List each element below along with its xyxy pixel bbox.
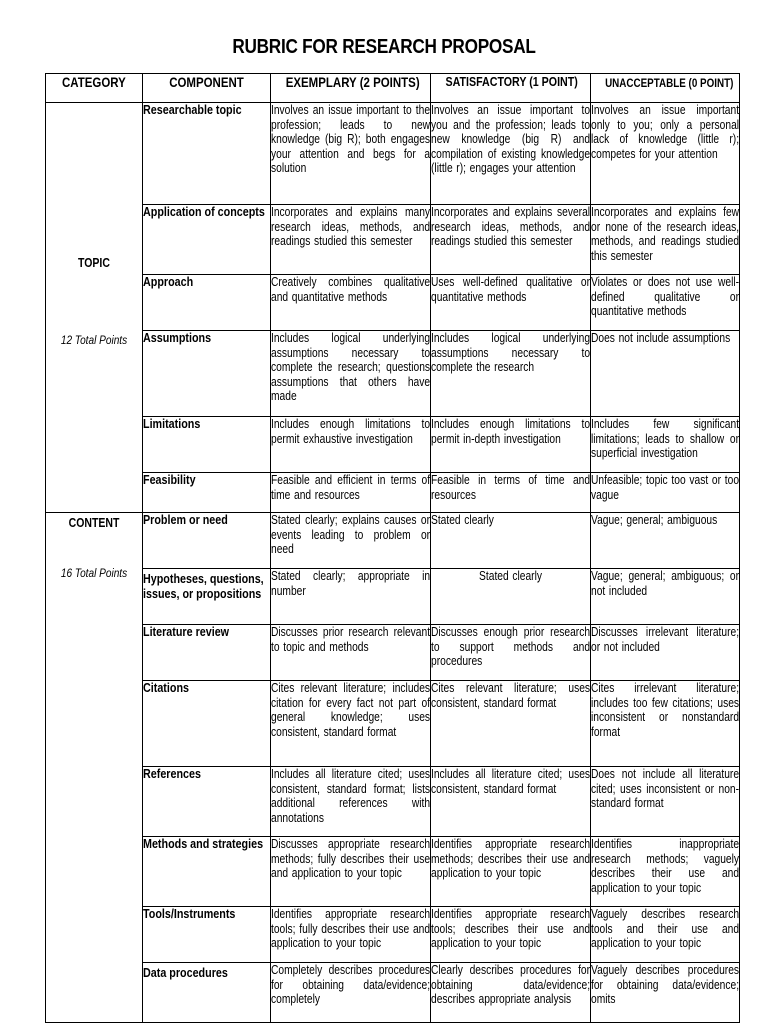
satisfactory-text: Discusses enough prior research to support methods and procedures: [431, 625, 591, 669]
satisfactory-text: Stated clearly: [479, 569, 542, 583]
component-label: Researchable topic: [143, 103, 242, 117]
exemplary-text: Includes enough limitations to permit exhaustive investigation: [271, 417, 431, 446]
rubric-table: [45, 73, 740, 1023]
header-component: COMPONENT: [143, 74, 271, 103]
header-unacceptable: UNACCEPTABLE (0 POINT): [591, 74, 740, 103]
unacceptable-text: Vaguely describes research tools and their use and application to your topic: [591, 907, 740, 951]
component-label: Methods and strategies: [143, 837, 264, 851]
exemplary-text: Discusses appropriate research methods; fully describes their use and application to your topic: [271, 837, 431, 881]
satisfactory-text: Identifies appropriate research methods; describes their use and application to your topic: [431, 837, 591, 881]
component-label: Application of concepts: [143, 205, 265, 219]
satisfactory-text: Identifies appropriate research tools; describes their use and application to your topic: [431, 907, 591, 951]
unacceptable-text: Discusses irrelevant literature; or not included: [591, 625, 740, 654]
table-row: [46, 205, 740, 275]
satisfactory-text: Includes enough limitations to permit in-depth investigation: [431, 417, 591, 446]
exemplary-text: Completely describes procedures for obtaining data/evidence; completely: [271, 963, 431, 1007]
category-content-points: 16 Total Points: [60, 566, 128, 580]
table-row: [46, 417, 740, 473]
unacceptable-text: Vague; general; ambiguous; or not included: [591, 569, 740, 598]
table-row: [46, 473, 740, 513]
category-content-name: CONTENT: [68, 516, 120, 530]
table-row: [46, 275, 740, 331]
unacceptable-text: Incorporates and explains few or none of the research ideas, methods, and readings studied this semester: [591, 205, 740, 263]
unacceptable-text: Does not include assumptions: [591, 331, 731, 345]
header-satisfactory: SATISFACTORY (1 POINT): [431, 74, 591, 103]
table-row: [46, 625, 740, 681]
exemplary-text: Includes all literature cited; uses consistent, standard format; lists additional references with annotations: [271, 767, 431, 825]
header-category: CATEGORY: [46, 74, 143, 103]
exemplary-text: Creatively combines qualitative and quantitative methods: [271, 275, 431, 304]
exemplary-text: Incorporates and explains many research ideas, methods, and readings studied this semester: [271, 205, 431, 249]
category-topic-name: TOPIC: [78, 256, 110, 270]
component-label: Data procedures: [143, 966, 228, 980]
table-row: [46, 103, 740, 205]
table-row: [46, 767, 740, 837]
component-label: Approach: [143, 275, 194, 289]
component-label: Limitations: [143, 417, 201, 431]
exemplary-text: Feasible and efficient in terms of time and resources: [271, 473, 431, 502]
table-row: [46, 331, 740, 417]
unacceptable-text: Includes few significant limitations; leads to shallow or superficial investigation: [591, 417, 740, 461]
unacceptable-text: Cites irrelevant literature; includes too few citations; uses inconsistent or nonstandard format: [591, 681, 740, 739]
table-row: [46, 569, 740, 625]
satisfactory-text: Uses well-defined qualitative or quantitative methods: [431, 275, 591, 304]
component-label: References: [143, 767, 201, 781]
satisfactory-text: Stated clearly: [431, 513, 494, 527]
exemplary-text: Includes logical underlying assumptions necessary to complete the research; questions assumptions that others have made: [271, 331, 431, 404]
component-label: Hypotheses, questions, issues, or propositions: [143, 572, 264, 601]
category-topic-cell: [46, 103, 143, 513]
component-label: Citations: [143, 681, 189, 695]
exemplary-text: Discusses prior research relevant to topic and methods: [271, 625, 431, 654]
category-topic-points: 12 Total Points: [60, 333, 128, 347]
unacceptable-text: Unfeasible; topic too vast or too vague: [591, 473, 740, 502]
unacceptable-text: Does not include all literature cited; uses inconsistent or non-standard format: [591, 767, 740, 811]
header-exemplary: EXEMPLARY (2 POINTS): [271, 74, 431, 103]
component-label: Feasibility: [143, 473, 196, 487]
satisfactory-text: Incorporates and explains several research ideas, methods, and readings studied this semester: [431, 205, 591, 249]
header-row: [46, 74, 740, 103]
satisfactory-text: Involves an issue important to you and the profession; leads to new knowledge (big R) and compilation of existing knowledge (little r); engages your attention: [431, 103, 591, 176]
table-row: [46, 513, 740, 569]
table-row: [46, 837, 740, 907]
exemplary-text: Stated clearly; explains causes or events leading to problem or need: [271, 513, 431, 557]
component-label: Assumptions: [143, 331, 212, 345]
unacceptable-text: Involves an issue important only to you; only a personal lack of knowledge (little r); competes for your attention: [591, 103, 740, 161]
satisfactory-text: Cites relevant literature; uses consistent, standard format: [431, 681, 591, 710]
unacceptable-text: Identifies inappropriate research methods; vaguely describes their use and application to your topic: [591, 837, 740, 895]
satisfactory-text: Includes all literature cited; uses consistent, standard format: [431, 767, 591, 796]
unacceptable-text: Violates or does not use well-defined qualitative or quantitative methods: [591, 275, 740, 319]
component-label: Problem or need: [143, 513, 228, 527]
unacceptable-text: Vaguely describes procedures for obtaining data/evidence; omits: [591, 963, 740, 1007]
exemplary-text: Cites relevant literature; includes citation for every fact not part of general knowledge; uses consistent, standard format: [271, 681, 431, 739]
unacceptable-text: Vague; general; ambiguous: [591, 513, 718, 527]
exemplary-text: Identifies appropriate research tools; fully describes their use and application to your topic: [271, 907, 431, 951]
table-row: [46, 907, 740, 963]
exemplary-text: Stated clearly; appropriate in number: [271, 569, 431, 598]
satisfactory-text: Clearly describes procedures for obtaining data/evidence; describes appropriate analysis: [431, 963, 591, 1007]
document-title: RUBRIC FOR RESEARCH PROPOSAL: [232, 36, 536, 58]
table-row: [46, 963, 740, 1023]
exemplary-text: Involves an issue important to the profession; leads to new knowledge (big R); both engages your attention and begs for a solution: [271, 103, 431, 176]
satisfactory-text: Includes logical underlying assumptions necessary to complete the research: [431, 331, 591, 375]
component-label: Literature review: [143, 625, 230, 639]
component-label: Tools/Instruments: [143, 907, 236, 921]
satisfactory-text: Feasible in terms of time and resources: [431, 473, 591, 502]
category-content-cell: [46, 513, 143, 1023]
table-row: [46, 681, 740, 767]
